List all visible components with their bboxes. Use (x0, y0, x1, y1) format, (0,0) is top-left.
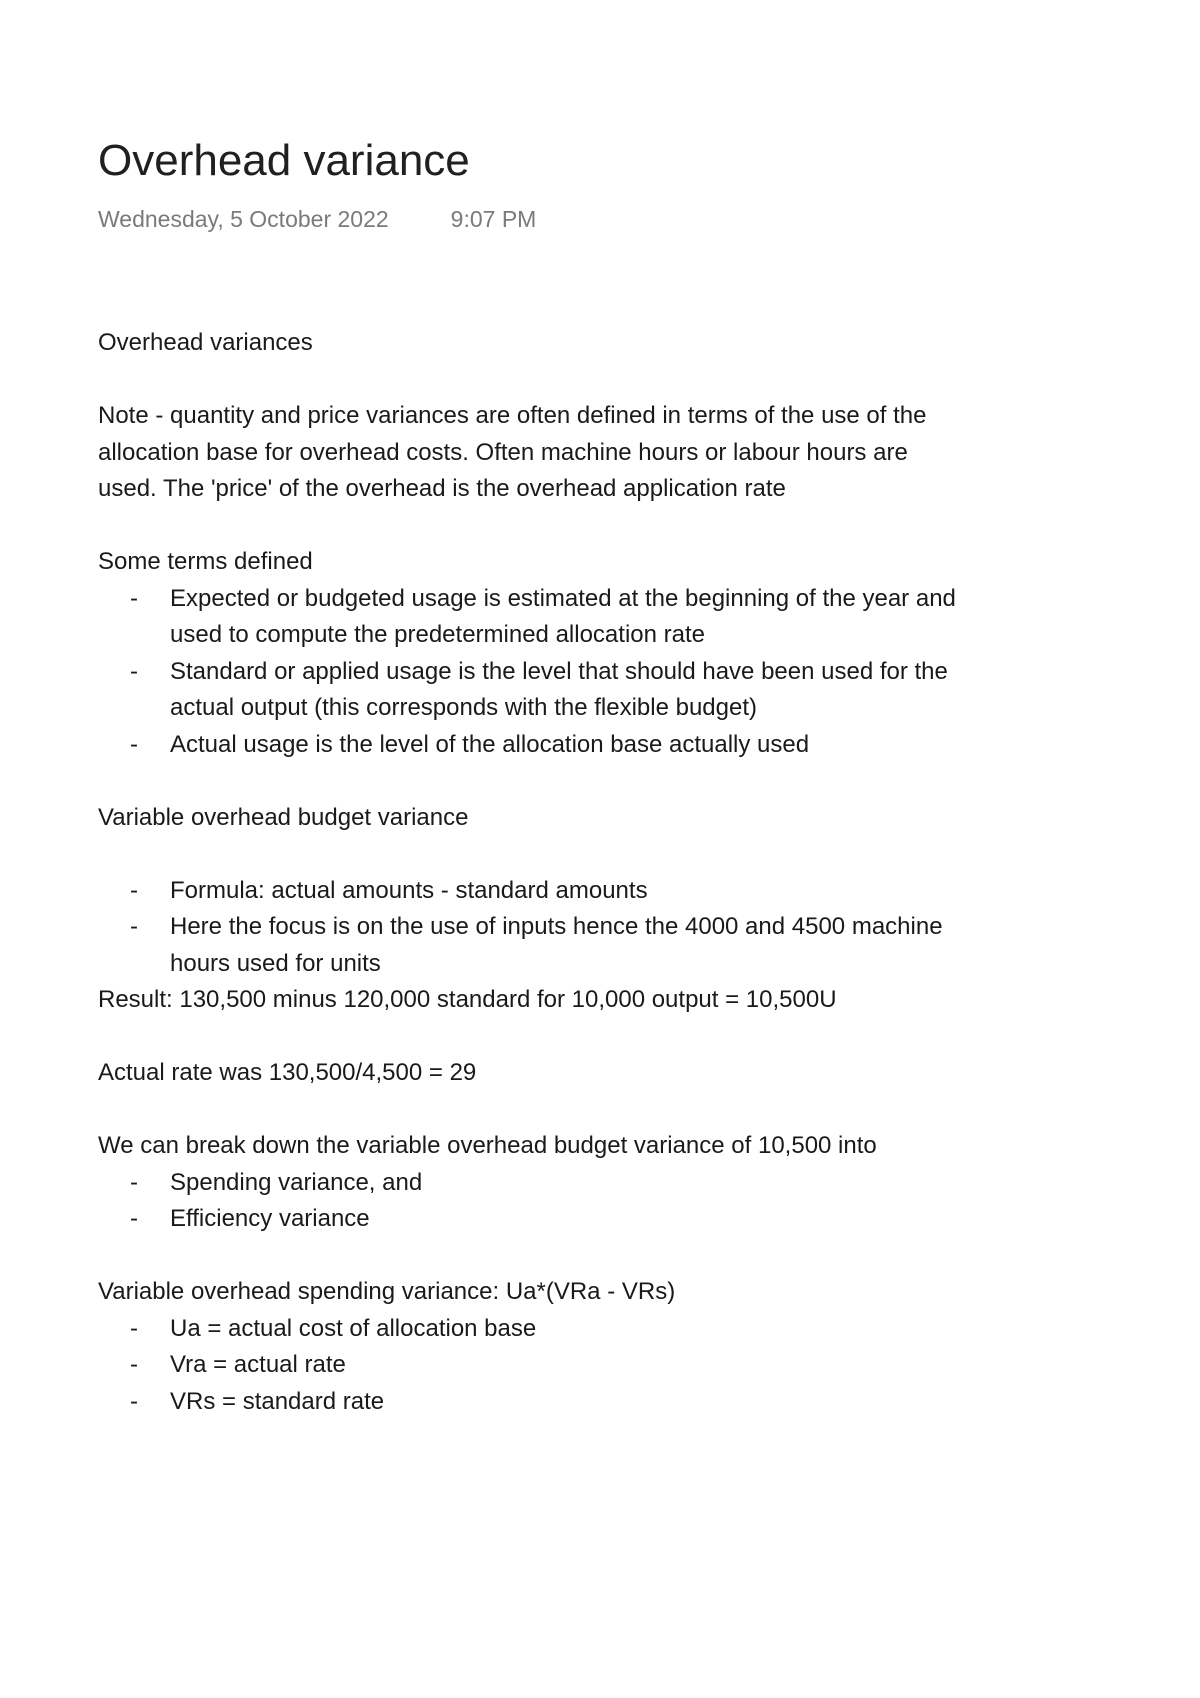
terms-list (98, 581, 958, 764)
list-item: - Efficiency variance (170, 1201, 958, 1238)
note-content (98, 325, 958, 1420)
breakdown-paragraph: We can break down the variable overhead budget variance of 10,500 into (98, 1132, 877, 1159)
result-line: Result: 130,500 minus 120,000 standard for 10,000 output = 10,500U (98, 986, 837, 1013)
list-item: - Here the focus is on the use of inputs hence the 4000 and 4500 machine hours used for units (170, 909, 958, 982)
section-heading-variable-overhead-budget-variance: Variable overhead budget variance (98, 803, 469, 831)
section-heading-terms: Some terms defined (98, 548, 313, 575)
list-item: - Expected or budgeted usage is estimated at the beginning of the year and used to compute the predetermined allocation rate (170, 581, 958, 654)
section-heading-overhead-variances: Overhead variances (98, 329, 313, 356)
list-item: - Standard or applied usage is the level that should have been used for the actual output (this corresponds with the flexible budget) (170, 654, 958, 727)
list-item: - Actual usage is the level of the allocation base actually used (170, 727, 958, 764)
list-item: - Spending variance, and (170, 1165, 958, 1202)
note-date: Wednesday, 5 October 2022 (98, 206, 389, 232)
list-item: - Vra = actual rate (170, 1347, 958, 1384)
note-time: 9:07 PM (450, 206, 537, 232)
section-heading-spending-variance: Variable overhead spending variance: Ua*(VRa - VRs) (98, 1278, 676, 1305)
actual-rate-line: Actual rate was 130,500/4,500 = 29 (98, 1059, 477, 1086)
list-item: - VRs = standard rate (170, 1384, 958, 1421)
list-item: - Ua = actual cost of allocation base (170, 1311, 958, 1348)
note-paragraph: Note - quantity and price variances are often defined in terms of the use of the allocation base for overhead costs. Often machine hours or labour hours are used. The 'price' of the overhead is the overhead application rate (98, 402, 927, 502)
note-timestamp (98, 206, 536, 233)
list-item: - Formula: actual amounts - standard amounts (170, 873, 958, 910)
page-title: Overhead variance (98, 136, 470, 185)
spending-variance-list (98, 1311, 958, 1421)
budget-variance-list (98, 873, 958, 983)
breakdown-list (98, 1165, 958, 1238)
